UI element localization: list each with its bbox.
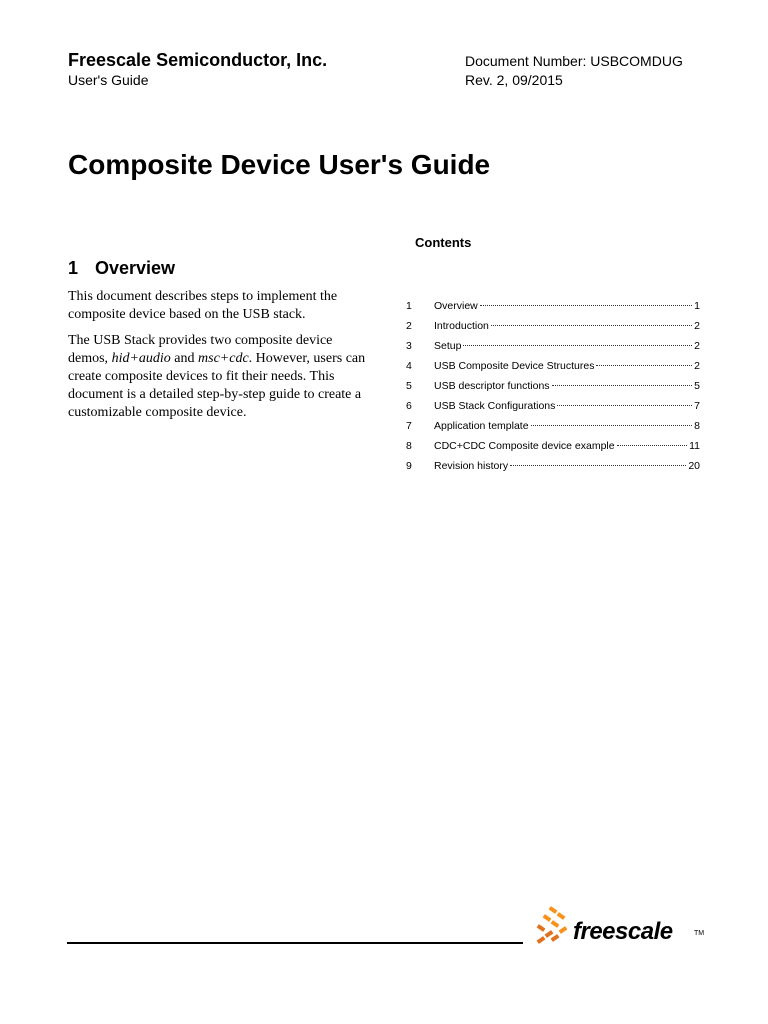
overview-body <box>68 288 368 430</box>
toc-page: 5 <box>694 380 700 392</box>
paragraph-1: This document describes steps to implement the composite device based on the USB stack. <box>68 289 338 322</box>
toc-page: 2 <box>694 340 700 352</box>
toc-entry-revision-history[interactable] <box>406 456 700 476</box>
toc-number: 2 <box>406 320 412 332</box>
toc-page: 8 <box>694 420 700 432</box>
toc-leader <box>531 425 693 426</box>
toc-number: 9 <box>406 460 412 472</box>
toc-label: USB descriptor functions <box>434 380 550 392</box>
paragraph-2-emphasis-1: hid+audio <box>111 351 171 366</box>
toc-number: 1 <box>406 300 412 312</box>
freescale-logo <box>533 904 713 954</box>
revision: Rev. 2, 09/2015 <box>465 72 563 88</box>
toc-label: Application template <box>434 420 529 432</box>
paragraph-2-emphasis-2: msc+cdc <box>198 351 249 366</box>
toc-label: Introduction <box>434 320 489 332</box>
header-left <box>68 49 327 89</box>
toc-leader <box>510 465 686 466</box>
paragraph-2-text-b: and <box>170 351 199 366</box>
document-number: Document Number: USBCOMDUG <box>465 53 683 69</box>
trademark-symbol: TM <box>694 930 705 937</box>
toc-page: 20 <box>688 460 700 472</box>
toc-entry-overview[interactable] <box>406 296 700 316</box>
toc-entry-composite-structures[interactable] <box>406 356 700 376</box>
toc-page: 2 <box>694 320 700 332</box>
section-title: Overview <box>95 258 176 278</box>
toc-leader <box>552 385 693 386</box>
toc-label: USB Composite Device Structures <box>434 360 595 372</box>
paragraph-2-text-c: . However, users can create composite devices to fit their needs. This document is a detailed step-by-step guide to create a customizable composite device. <box>68 351 366 420</box>
toc-entry-setup[interactable] <box>406 336 700 356</box>
toc-label: Revision history <box>434 460 509 472</box>
toc-label: Overview <box>434 300 478 312</box>
toc-number: 5 <box>406 380 412 392</box>
toc-leader <box>480 305 692 306</box>
toc-label: Setup <box>434 340 462 352</box>
toc-leader <box>491 325 692 326</box>
toc-page: 2 <box>694 360 700 372</box>
toc-number: 3 <box>406 340 412 352</box>
toc-page: 7 <box>694 400 700 412</box>
toc-page: 1 <box>694 300 700 312</box>
footer-divider <box>67 942 523 944</box>
toc-leader <box>463 345 692 346</box>
table-of-contents <box>406 296 700 476</box>
toc-entry-stack-configurations[interactable] <box>406 396 700 416</box>
section-number: 1 <box>68 258 79 278</box>
toc-label: USB Stack Configurations <box>434 400 556 412</box>
toc-leader <box>617 445 687 446</box>
toc-page: 11 <box>689 440 700 452</box>
toc-entry-introduction[interactable] <box>406 316 700 336</box>
toc-number: 4 <box>406 360 412 372</box>
logo-wordmark: freescale <box>573 918 673 945</box>
page-title: Composite Device User's Guide <box>68 149 491 180</box>
toc-entry-application-template[interactable] <box>406 416 700 436</box>
freescale-logo-icon <box>533 906 573 952</box>
toc-number: 7 <box>406 420 412 432</box>
toc-leader <box>557 405 692 406</box>
contents-title: Contents <box>415 235 472 250</box>
toc-entry-cdc-example[interactable] <box>406 436 700 456</box>
paragraph-2-text-a: The USB Stack provides two composite device demos, <box>68 333 333 366</box>
document-type: User's Guide <box>68 72 149 88</box>
paragraph-2 <box>68 332 368 422</box>
toc-label: CDC+CDC Composite device example <box>434 440 615 452</box>
toc-number: 6 <box>406 400 412 412</box>
header-right <box>465 52 683 90</box>
toc-leader <box>596 365 692 366</box>
toc-entry-descriptor-functions[interactable] <box>406 376 700 396</box>
company-name: Freescale Semiconductor, Inc. <box>68 50 328 70</box>
toc-number: 8 <box>406 440 412 452</box>
section-heading <box>68 256 175 280</box>
